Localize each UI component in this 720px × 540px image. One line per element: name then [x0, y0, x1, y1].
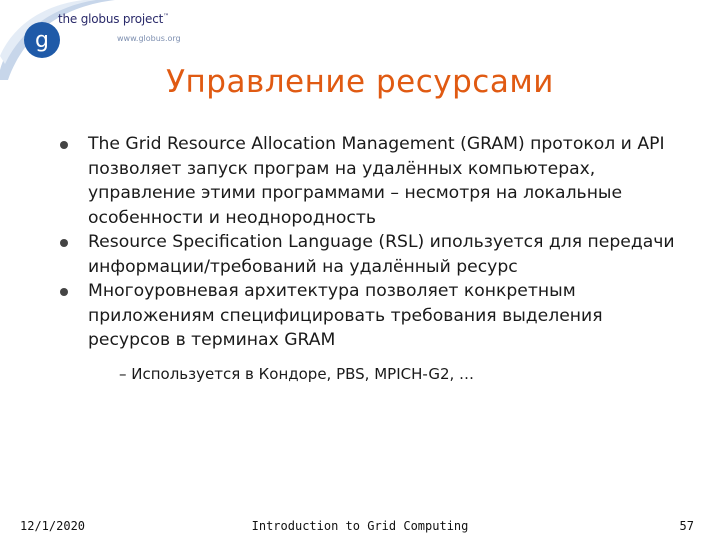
slide-title: Управление ресурсами — [166, 64, 554, 100]
bullet-list — [0, 132, 720, 385]
bullet-item: Resource Specification Language (RSL) ипользуется для передачи информации/требований на удалённый ресурс — [88, 230, 688, 279]
bullet-item: Многоуровневая архитектура позволяет конкретным приложениям специфицировать требования выделения ресурсов в терминах GRAM — [88, 279, 688, 353]
footer-date: 12/1/2020 — [20, 519, 86, 533]
g-letter-icon: g — [35, 28, 49, 53]
logo-url: www.globus.org — [117, 34, 181, 43]
page-number: 57 — [679, 519, 694, 533]
sub-bullet-item: – Используется в Кондоре, PBS, MPICH-G2, … — [119, 364, 475, 383]
logo-title: the globus project™ — [58, 12, 169, 26]
bullet-item: The Grid Resource Allocation Management (GRAM) протокол и API позволяет запуск програм на удалённых компьютерах, управление этими программами – несмотря на локальные особенности и неоднородность — [88, 132, 688, 230]
footer-title: Introduction to Grid Computing — [251, 519, 469, 533]
